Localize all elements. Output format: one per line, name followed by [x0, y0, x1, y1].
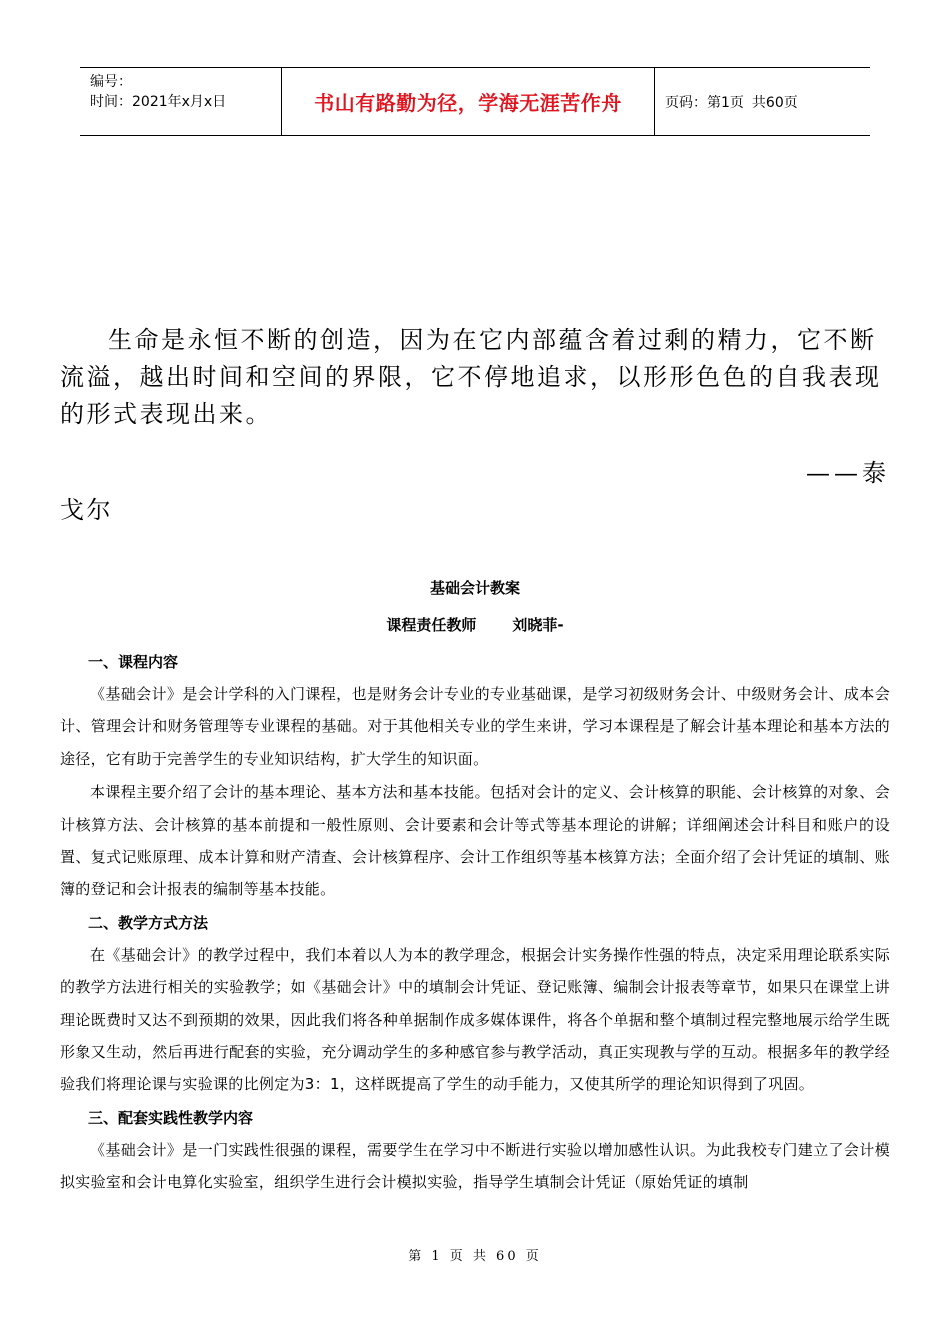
- header-meta-cell: [80, 68, 282, 135]
- page-header: [80, 67, 870, 136]
- document-time-label: 时间：2021年x月x日: [90, 94, 227, 110]
- page-footer: 第 1 页 共 60 页: [408, 1249, 542, 1264]
- header-page-number: 页码：第1页: [665, 94, 744, 111]
- document-number-label: 编号：: [90, 74, 132, 90]
- paragraph: 在《基础会计》的教学过程中，我们本着以人为本的教学理念，根据会计实务操作性强的特点，决定采用理论联系实际的教学方法进行相关的实验教学；如《基础会计》中的填制会计凭证、登记账簿、编制会计报表等章节，如果只在课堂上讲理论既费时又达不到预期的效果，因此我们将各种单据制作成多媒体课件，将各个单据和整个填制过程完整地展示给学生既形象又生动，然后再进行配套的实验，充分调动学生的多种感官参与教学活动，真正实现教与学的互动。根据多年的教学经验我们将理论课与实验课的比例定为3：1，这样既提高了学生的动手能力，又使其所学的理论知识得到了巩固。: [60, 945, 890, 1094]
- section-heading-teaching-methods: 二、教学方式方法: [88, 913, 209, 932]
- document-title: 基础会计教案: [429, 579, 520, 597]
- document-subtitle: [0, 614, 950, 635]
- header-motto: 书山有路勤为径，学海无涯苦作舟: [282, 68, 655, 135]
- epigraph-quote: [60, 322, 890, 529]
- paragraph: 本课程主要介绍了会计的基本理论、基本方法和基本技能。包括对会计的定义、会计核算的职能、会计核算的对象、会计核算方法、会计核算的基本前提和一般性原则、会计要素和会计等式等基本理论的讲解；详细阐述会计科目和账户的设置、复式记账原理、成本计算和财产清查、会计核算程序、会计工作组织等基本核算方法；全面介绍了会计凭证的填制、账簿的登记和会计报表的编制等基本技能。: [60, 783, 890, 899]
- header-page-info: [655, 68, 870, 135]
- quote-text: 生命是永恒不断的创造，因为在它内部蕴含着过剩的精力，它不断流溢，越出时间和空间的界限，它不停地追求，以形形色色的自我表现的形式表现出来。: [60, 326, 882, 428]
- section-heading-practice-content: 三、配套实践性教学内容: [88, 1108, 254, 1127]
- document-body: [60, 646, 890, 1200]
- quote-author-line1: ——泰: [806, 459, 890, 487]
- teacher-name: 刘晓菲-: [512, 616, 564, 634]
- teacher-role: 课程责任教师: [386, 616, 477, 634]
- header-page-total: 共60页: [751, 94, 798, 111]
- paragraph: 《基础会计》是会计学科的入门课程，也是财务会计专业的专业基础课，是学习初级财务会计、中级财务会计、成本会计、管理会计和财务管理等专业课程的基础。对于其他相关专业的学生来讲，学习本课程是了解会计基本理论和基本方法的途径，它有助于完善学生的专业知识结构，扩大学生的知识面。: [60, 685, 890, 768]
- paragraph: 《基础会计》是一门实践性很强的课程，需要学生在学习中不断进行实验以增加感性认识。为此我校专门建立了会计模拟实验室和会计电算化实验室，组织学生进行会计模拟实验，指导学生填制会计凭证（原始凭证的填制: [60, 1140, 890, 1192]
- section-heading-course-content: 一、课程内容: [88, 653, 179, 671]
- quote-author-line2: 戈尔: [60, 496, 113, 524]
